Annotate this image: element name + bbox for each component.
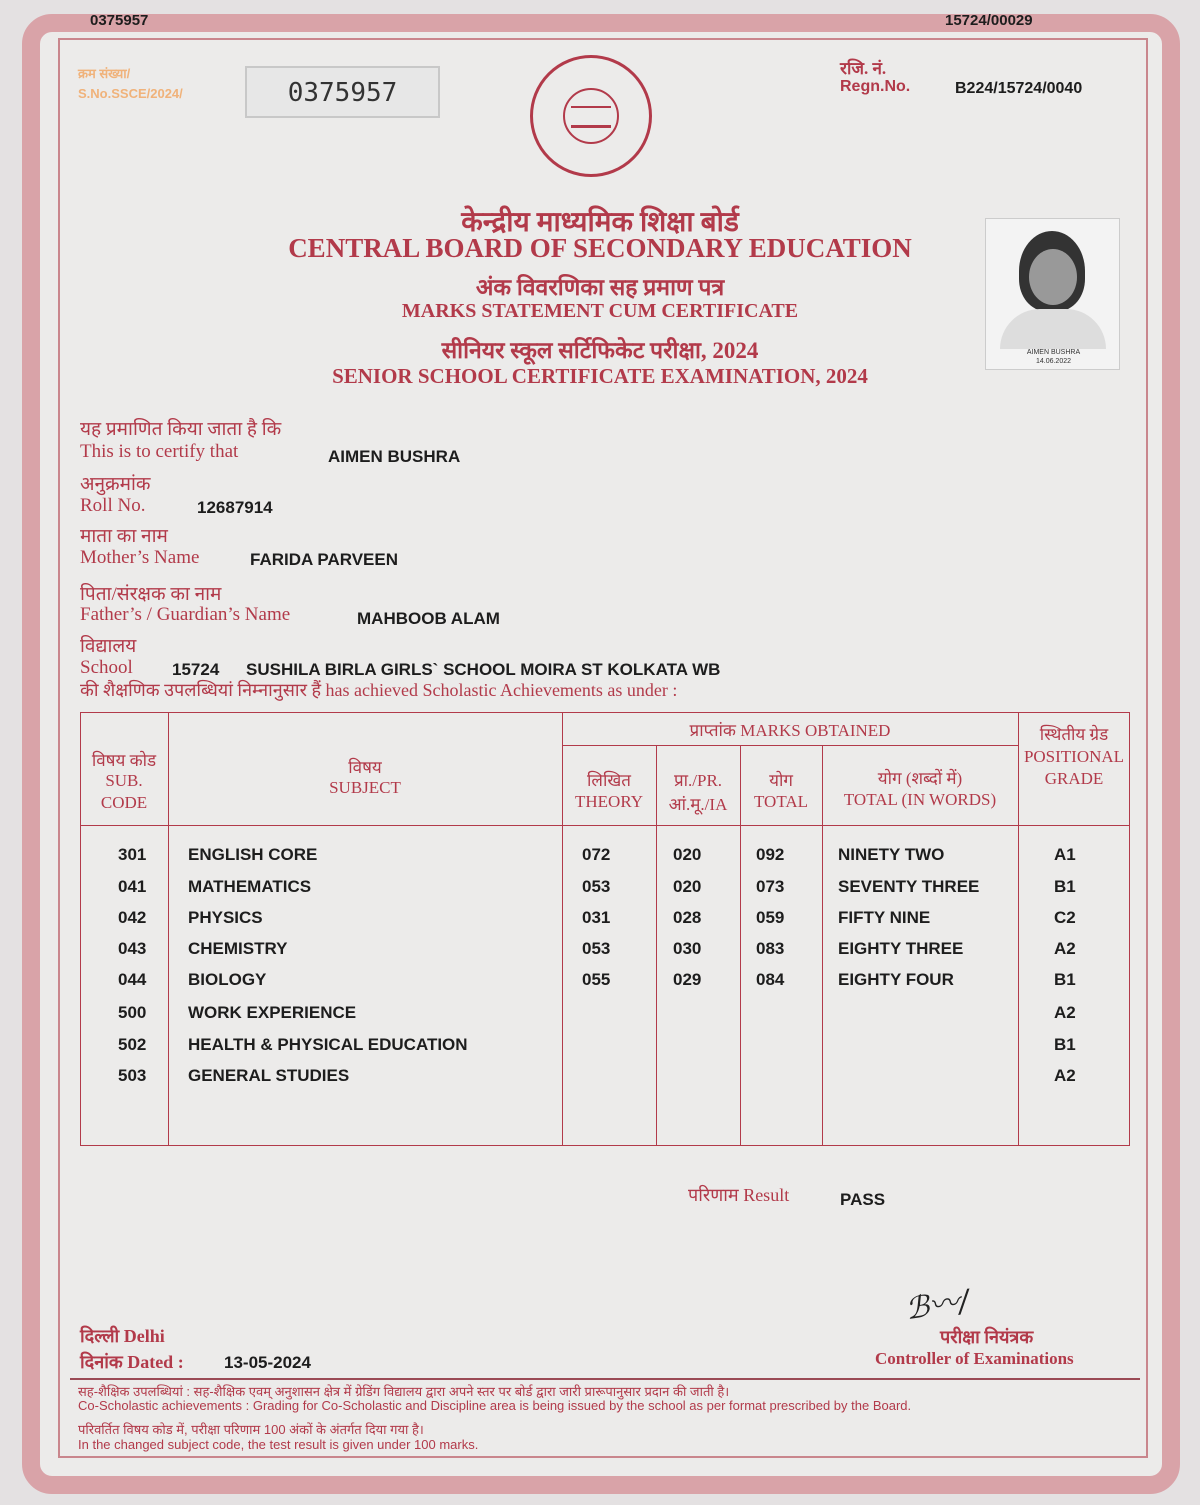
- photo-caption-name: AIMEN BUSHRA: [1026, 349, 1081, 356]
- cell-code: 042: [118, 908, 147, 927]
- certify-label-hi: यह प्रमाणित किया जाता है कि: [80, 419, 282, 440]
- table-row: [0, 970, 1076, 1000]
- father-label: Father’s / Guardian’s Name: [80, 604, 291, 625]
- cell-pr: 028: [673, 908, 702, 927]
- school-value: SUSHILA BIRLA GIRLS` SCHOOL MOIRA ST KOLKATA WB: [246, 660, 721, 679]
- header-words: TOTAL (IN WORDS): [843, 790, 997, 809]
- table-row: [0, 877, 1076, 907]
- roll-value: 12687914: [197, 498, 273, 517]
- cell-grade: B1: [1054, 877, 1076, 896]
- cell-code: 503: [118, 1066, 147, 1085]
- cell-subject: CHEMISTRY: [188, 939, 288, 958]
- controller-label-hi: परीक्षा नियंत्रक: [940, 1327, 1034, 1347]
- controller-signature: ℬ〰∕: [903, 1283, 972, 1328]
- school-label-hi: विद्यालय: [80, 636, 137, 657]
- header-words-hi: योग (शब्दों में): [877, 769, 963, 788]
- doc-title-hi: अंक विवरणिका सह प्रमाण पत्र: [475, 275, 725, 300]
- header-divider: [80, 825, 1130, 826]
- cell-theory: 055: [582, 970, 611, 989]
- father-label-hi: पिता/संरक्षक का नाम: [80, 584, 222, 605]
- cell-total: 059: [756, 908, 785, 927]
- header-grade: POSITIONAL GRADE: [1023, 747, 1125, 788]
- father-value: MAHBOOB ALAM: [357, 609, 500, 628]
- controller-label: Controller of Examinations: [875, 1349, 1074, 1368]
- cell-grade: C2: [1054, 908, 1076, 927]
- header-total: TOTAL: [753, 792, 809, 811]
- footer-note-2: In the changed subject code, the test result is given under 100 marks.: [78, 1437, 479, 1452]
- cell-total: 092: [756, 845, 785, 864]
- cell-theory: 031: [582, 908, 611, 927]
- cell-subject: WORK EXPERIENCE: [188, 1003, 357, 1022]
- roll-label: Roll No.: [80, 495, 146, 516]
- ref-top: 15724/00029: [945, 12, 1033, 29]
- marks-subheader-divider: [562, 745, 1018, 746]
- cell-subject: MATHEMATICS: [188, 877, 312, 896]
- header-grade-hi: स्थितीय ग्रेड: [1039, 725, 1109, 744]
- header-total-hi: योग: [769, 771, 793, 790]
- table-row: [0, 908, 1076, 938]
- header-code-hi: विषय कोड: [91, 751, 157, 770]
- cell-pr: 030: [673, 939, 702, 958]
- cell-pr: 020: [673, 877, 702, 896]
- header-subject: SUBJECT: [329, 778, 401, 797]
- cell-grade: B1: [1054, 970, 1076, 989]
- cell-code: 044: [118, 970, 147, 989]
- serial-top: 0375957: [90, 12, 149, 29]
- result-label: परिणाम Result: [688, 1185, 790, 1205]
- regn-label: Regn.No.: [840, 78, 911, 95]
- exam-title: SENIOR SCHOOL CERTIFICATE EXAMINATION, 2024: [332, 364, 868, 388]
- table-row: [0, 1003, 1076, 1033]
- school-code: 15724: [172, 660, 220, 679]
- cell-grade: A2: [1054, 1066, 1076, 1085]
- result-value: PASS: [840, 1190, 886, 1209]
- place-label: दिल्ली Delhi: [80, 1326, 165, 1346]
- cell-words: EIGHTY FOUR: [838, 970, 954, 989]
- cell-total: 073: [756, 877, 785, 896]
- board-title: CENTRAL BOARD OF SECONDARY EDUCATION: [288, 233, 912, 263]
- mother-value: FARIDA PARVEEN: [250, 550, 398, 569]
- regn-value: B224/15724/0040: [955, 80, 1083, 97]
- header-practical-hi: प्रा./PR.: [673, 771, 723, 790]
- table-row: [0, 939, 1076, 969]
- cell-words: FIFTY NINE: [838, 908, 931, 927]
- mother-label: Mother’s Name: [80, 547, 200, 568]
- cell-code: 043: [118, 939, 147, 958]
- table-row: [0, 1066, 1076, 1096]
- cell-words: SEVENTY THREE: [838, 877, 980, 896]
- roll-label-hi: अनुक्रमांक: [80, 474, 151, 495]
- cell-code: 500: [118, 1003, 147, 1022]
- cell-code: 502: [118, 1035, 147, 1054]
- sno-label: क्रम संख्या/ S.No.SSCE/2024/: [78, 66, 183, 101]
- cell-subject: GENERAL STUDIES: [188, 1066, 350, 1085]
- student-name: AIMEN BUSHRA: [328, 447, 461, 466]
- doc-title: MARKS STATEMENT CUM CERTIFICATE: [401, 300, 799, 322]
- cell-words: EIGHTY THREE: [838, 939, 964, 958]
- cell-subject: BIOLOGY: [188, 970, 267, 989]
- photo-caption-date: 14.06.2022: [1035, 358, 1072, 365]
- table-row: [0, 845, 1076, 875]
- board-title-hi: केन्द्रीय माध्यमिक शिक्षा बोर्ड: [461, 207, 739, 238]
- dated-value: 13-05-2024: [224, 1353, 311, 1372]
- cell-code: 301: [118, 845, 147, 864]
- cell-subject: ENGLISH CORE: [188, 845, 318, 864]
- cell-pr: 020: [673, 845, 702, 864]
- certify-label: This is to certify that: [80, 441, 239, 462]
- cell-theory: 072: [582, 845, 611, 864]
- footer-note-1: Co-Scholastic achievements : Grading for Co-Scholastic and Discipline area is being issued by the school as per format prescribed by the Board.: [78, 1398, 912, 1413]
- mother-label-hi: माता का नाम: [80, 526, 168, 547]
- cell-grade: B1: [1054, 1035, 1076, 1054]
- header-marks-obtained: प्राप्तांक MARKS OBTAINED: [689, 721, 891, 740]
- footer-note-hi-1: सह-शैक्षिक उपलब्धियां : सह-शैक्षिक एवम् अनुशासन क्षेत्र में ग्रेडिंग विद्यालय द्वारा अपने स्तर पर बोर्ड द्वारा जारी प्रारूपानुसार प्रदान की जाती है।: [78, 1384, 730, 1399]
- regn-label-hi: रजि. नं.: [840, 59, 887, 78]
- sno-value-box: 0375957: [245, 66, 440, 118]
- student-photo: [985, 218, 1120, 370]
- cell-theory: 053: [582, 939, 611, 958]
- cell-grade: A2: [1054, 939, 1076, 958]
- cell-pr: 029: [673, 970, 702, 989]
- header-subject-hi: विषय: [348, 758, 382, 777]
- cell-total: 084: [756, 970, 785, 989]
- header-code: SUB. CODE: [100, 771, 148, 812]
- header-theory: THEORY: [575, 792, 643, 811]
- cell-code: 041: [118, 877, 147, 896]
- header-practical: आं.मू./IA: [668, 795, 728, 814]
- table-row: [0, 1035, 1076, 1065]
- exam-title-hi: सीनियर स्कूल सर्टिफिकेट परीक्षा, 2024: [441, 338, 759, 363]
- achieved-statement: की शैक्षणिक उपलब्धियां निम्नानुसार हैं has achieved Scholastic Achievements as under :: [80, 680, 678, 700]
- dated-label: दिनांक Dated :: [80, 1352, 184, 1372]
- cell-words: NINETY TWO: [838, 845, 945, 864]
- cell-subject: HEALTH & PHYSICAL EDUCATION: [188, 1035, 468, 1054]
- footer-note-hi-2: परिवर्तित विषय कोड में, परीक्षा परिणाम 100 अंकों के अंतर्गत दिया गया है।: [78, 1422, 424, 1437]
- cell-grade: A2: [1054, 1003, 1076, 1022]
- cbse-logo: [530, 55, 652, 177]
- cell-subject: PHYSICS: [188, 908, 263, 927]
- cell-grade: A1: [1054, 845, 1076, 864]
- school-label: School: [80, 657, 133, 678]
- header-theory-hi: लिखित: [587, 771, 631, 790]
- footer-divider: [70, 1378, 1140, 1380]
- cell-theory: 053: [582, 877, 611, 896]
- cell-total: 083: [756, 939, 785, 958]
